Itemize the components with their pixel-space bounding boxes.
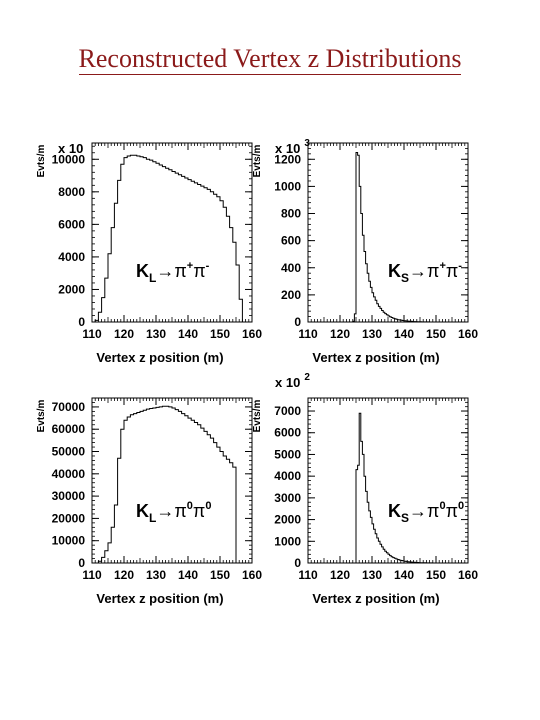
x-tick-label: 150 bbox=[209, 568, 231, 582]
y-tick-label: 7000 bbox=[274, 404, 301, 419]
y-tick-label: 1000 bbox=[274, 534, 301, 549]
y-tick-label: 600 bbox=[280, 233, 301, 248]
x-tick-label: 140 bbox=[177, 327, 199, 341]
y-axis-multiplier bbox=[58, 141, 83, 156]
y-tick-label: 8000 bbox=[58, 184, 85, 199]
decay-annotation bbox=[136, 500, 211, 525]
annotation-subscript: S bbox=[401, 271, 410, 285]
annotation-superscript-2: 0 bbox=[457, 500, 465, 512]
y-axis-multiplier bbox=[275, 138, 310, 156]
y-tick-label: 10000 bbox=[51, 152, 85, 167]
annotation-superscript-2: - bbox=[205, 260, 210, 272]
histogram-series bbox=[92, 155, 242, 322]
plot-frame bbox=[308, 398, 468, 563]
x-axis-label: Vertex z position (m) bbox=[312, 591, 440, 606]
y-axis-label: Evts/m bbox=[36, 399, 47, 433]
x-axis-label: Vertex z position (m) bbox=[312, 350, 440, 365]
y-axis-label: Evts/m bbox=[252, 144, 263, 178]
decay-annotation bbox=[136, 260, 210, 285]
annotation-main: K bbox=[388, 501, 401, 521]
annotation-subscript: L bbox=[149, 511, 157, 525]
multiplier-exponent: 3 bbox=[304, 138, 310, 149]
y-tick-label: 4000 bbox=[274, 469, 301, 484]
y-tick-label: 6000 bbox=[274, 425, 301, 440]
y-tick-label: 10000 bbox=[51, 533, 85, 548]
annotation-arrow-pi: →π bbox=[409, 261, 440, 281]
annotation-superscript-1: 0 bbox=[186, 500, 193, 512]
annotation-main: K bbox=[136, 501, 149, 521]
annotation-superscript-2: 0 bbox=[205, 500, 212, 512]
histogram-series bbox=[353, 153, 431, 323]
x-axis-label: Vertex z position (m) bbox=[96, 350, 224, 365]
histogram-panel-1 bbox=[36, 141, 262, 365]
plot-frame bbox=[308, 143, 468, 322]
x-tick-label: 120 bbox=[329, 327, 351, 341]
multiplier-exponent: 2 bbox=[304, 372, 310, 383]
y-tick-label: 70000 bbox=[51, 399, 85, 414]
slide-title-text: Reconstructed Vertex z Distributions bbox=[78, 44, 462, 73]
y-tick-label: 200 bbox=[280, 287, 301, 302]
x-tick-label: 110 bbox=[298, 568, 318, 582]
x-tick-label: 110 bbox=[82, 327, 102, 341]
annotation-subscript: S bbox=[401, 511, 410, 525]
annotation-pi: π bbox=[193, 261, 206, 281]
x-tick-label: 120 bbox=[113, 327, 135, 341]
histogram-series bbox=[356, 413, 436, 563]
y-tick-label: 60000 bbox=[51, 422, 85, 437]
y-tick-label: 5000 bbox=[274, 447, 301, 462]
annotation-arrow-pi: →π bbox=[156, 261, 187, 281]
y-tick-label: 1000 bbox=[274, 179, 301, 194]
y-tick-label: 6000 bbox=[58, 217, 85, 232]
annotation-arrow-pi: →π bbox=[409, 501, 440, 521]
y-tick-label: 40000 bbox=[51, 466, 85, 481]
y-tick-label: 50000 bbox=[51, 444, 85, 459]
y-tick-label: 1200 bbox=[274, 152, 301, 167]
annotation-subscript: L bbox=[149, 271, 157, 285]
y-axis-label: Evts/m bbox=[252, 399, 263, 433]
annotation-superscript-1: + bbox=[439, 260, 446, 272]
y-tick-label: 20000 bbox=[51, 511, 85, 526]
decay-annotation bbox=[388, 500, 464, 525]
plot-frame bbox=[92, 398, 252, 563]
x-tick-label: 150 bbox=[425, 568, 447, 582]
x-tick-label: 150 bbox=[425, 327, 447, 341]
x-tick-label: 140 bbox=[177, 568, 199, 582]
x-tick-label: 110 bbox=[298, 327, 318, 341]
y-tick-label: 0 bbox=[78, 556, 85, 570]
annotation-superscript-1: + bbox=[186, 260, 194, 272]
histogram-panel-3 bbox=[36, 398, 262, 606]
decay-annotation bbox=[388, 260, 462, 285]
x-tick-label: 160 bbox=[241, 327, 263, 341]
annotation-superscript-1: 0 bbox=[439, 500, 446, 512]
x-tick-label: 150 bbox=[209, 327, 231, 341]
annotation-main: K bbox=[136, 261, 149, 281]
histogram-panel-4 bbox=[252, 372, 478, 606]
x-tick-label: 130 bbox=[145, 568, 167, 582]
x-tick-label: 140 bbox=[393, 327, 415, 341]
y-tick-label: 2000 bbox=[58, 282, 85, 297]
x-tick-label: 160 bbox=[241, 568, 263, 582]
x-axis-label: Vertex z position (m) bbox=[96, 591, 224, 606]
annotation-pi: π bbox=[445, 261, 459, 281]
multiplier-base: x 10 bbox=[275, 141, 301, 156]
x-tick-label: 140 bbox=[393, 568, 415, 582]
x-tick-label: 130 bbox=[361, 568, 383, 582]
multiplier-base: x 10 bbox=[275, 375, 301, 390]
y-tick-label: 30000 bbox=[51, 489, 85, 504]
y-axis-multiplier bbox=[275, 372, 310, 390]
x-tick-label: 130 bbox=[361, 327, 383, 341]
y-tick-label: 800 bbox=[280, 206, 301, 221]
y-tick-label: 0 bbox=[78, 315, 85, 329]
y-tick-label: 0 bbox=[294, 315, 301, 329]
y-axis-label: Evts/m bbox=[36, 144, 47, 178]
annotation-pi: π bbox=[445, 501, 458, 521]
x-tick-label: 110 bbox=[82, 568, 102, 582]
x-tick-label: 120 bbox=[113, 568, 135, 582]
y-tick-label: 400 bbox=[280, 260, 301, 275]
x-tick-label: 120 bbox=[329, 568, 351, 582]
x-tick-label: 160 bbox=[457, 327, 479, 341]
multiplier-base: x 10 bbox=[58, 141, 84, 156]
y-tick-label: 2000 bbox=[274, 512, 301, 527]
annotation-pi: π bbox=[192, 501, 206, 521]
histogram-panel-2 bbox=[252, 138, 478, 365]
x-tick-label: 160 bbox=[457, 568, 479, 582]
x-tick-label: 130 bbox=[145, 327, 167, 341]
y-tick-label: 0 bbox=[294, 556, 301, 570]
y-tick-label: 3000 bbox=[274, 490, 301, 505]
annotation-main: K bbox=[388, 261, 401, 281]
annotation-superscript-2: - bbox=[458, 260, 462, 272]
y-tick-label: 4000 bbox=[58, 249, 85, 264]
histogram-series bbox=[98, 406, 236, 563]
annotation-arrow-pi: →π bbox=[156, 501, 187, 521]
